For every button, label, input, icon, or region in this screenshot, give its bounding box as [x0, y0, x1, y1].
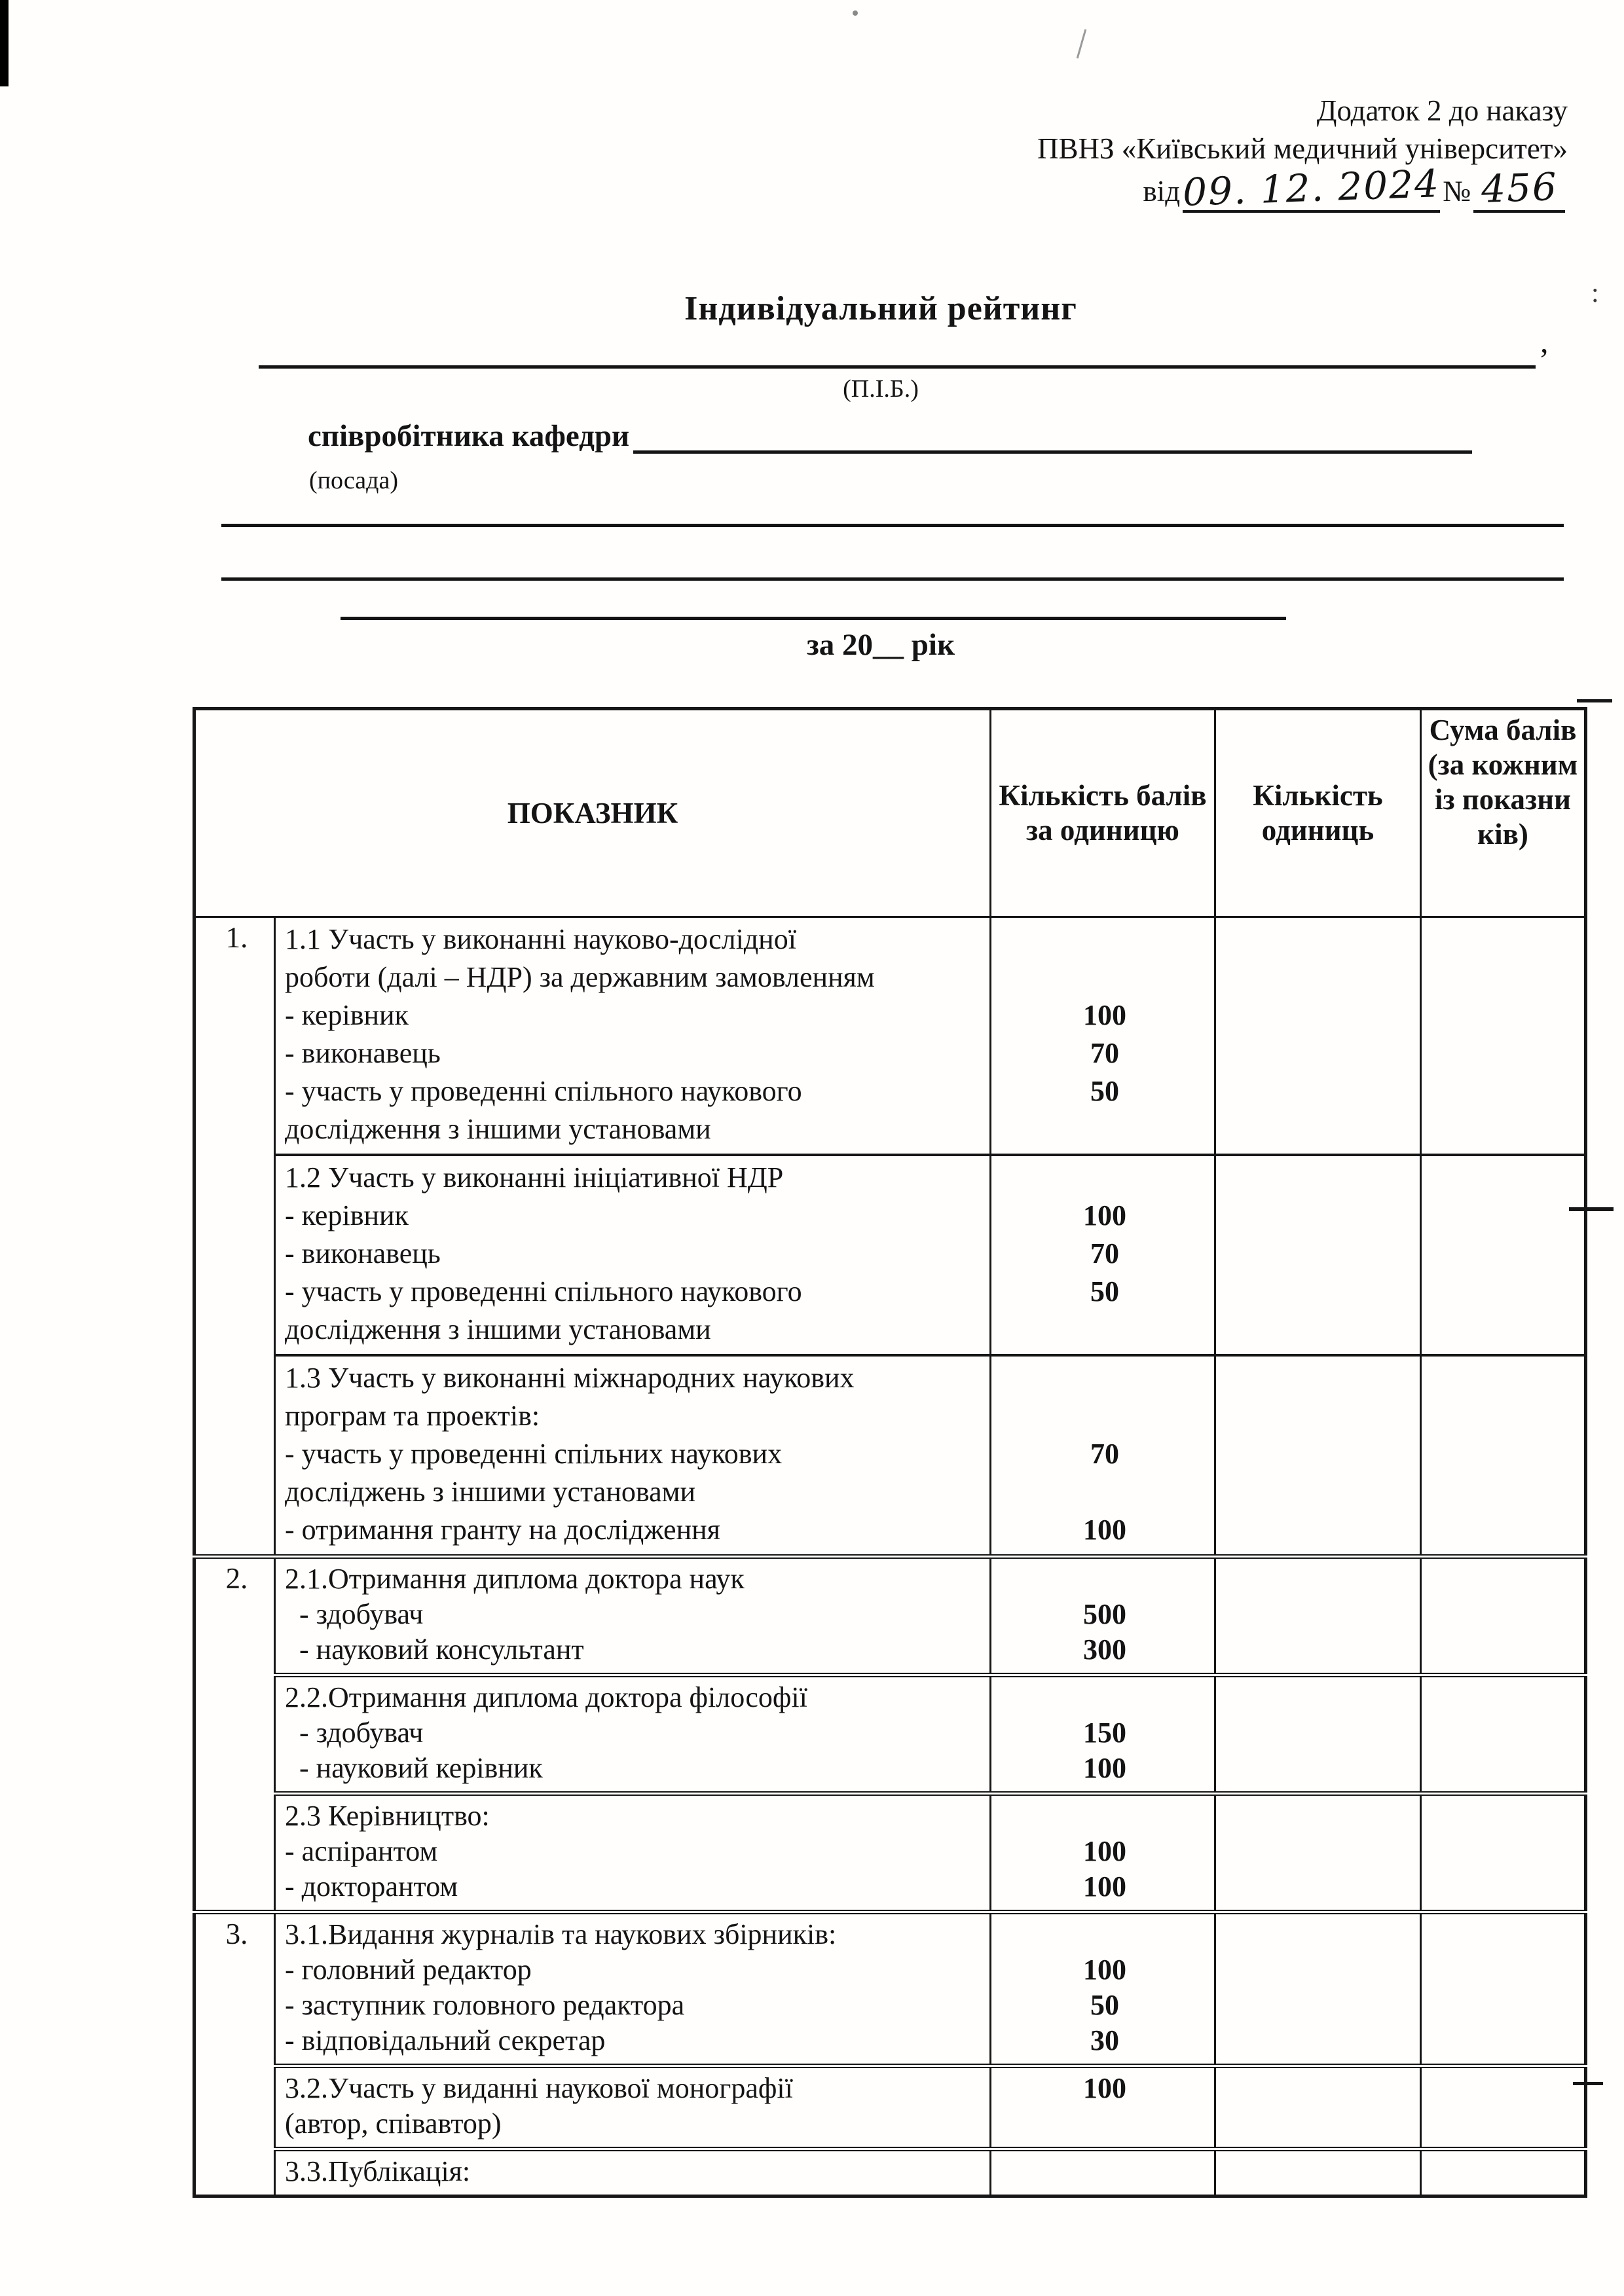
table-header-row — [194, 709, 1586, 917]
points-cell — [991, 2066, 1215, 2149]
points-value — [1001, 958, 1209, 996]
indicator-line: - науковий керівник — [285, 1752, 543, 1784]
appendix-line-2: ПВНЗ «Київський медичний університет» — [1037, 132, 1568, 165]
indicator-line: - виконавець — [285, 1237, 441, 1269]
order-date-underline — [1182, 161, 1441, 215]
order-number-sign: № — [1443, 175, 1471, 208]
name-caption: (П.І.Б.) — [843, 375, 919, 403]
scan-dash-artifact — [1577, 699, 1612, 702]
trailing-comma: , — [1540, 323, 1549, 359]
points-value: 50 — [1090, 1989, 1119, 2021]
indicator-line: - науковий консультант — [285, 1633, 584, 1666]
indicator-cell — [275, 917, 991, 1156]
sum-cell — [1421, 1557, 1586, 1675]
points-value: 500 — [1083, 1598, 1126, 1630]
table-row-2-3 — [194, 1794, 1586, 1912]
points-value — [1001, 2154, 1209, 2189]
sum-cell — [1421, 1912, 1586, 2066]
units-cell — [1215, 1794, 1421, 1912]
scan-slash-artifact — [1077, 29, 1087, 58]
units-cell — [1215, 917, 1421, 1156]
table-row-3-1 — [194, 1912, 1586, 2066]
points-cell — [991, 1355, 1215, 1557]
table-row-2-2 — [194, 1675, 1586, 1794]
points-value — [1001, 1397, 1209, 1435]
indicator-line: - участь у проведенні спільного наукового — [285, 1075, 802, 1107]
indicator-line: (автор, співавтор) — [285, 2107, 502, 2140]
blank-line — [341, 617, 1286, 620]
points-value — [1001, 2106, 1209, 2141]
indicator-line: - аспірантом — [285, 1835, 438, 1867]
position-caption: (посада) — [309, 467, 398, 494]
points-cell — [991, 2149, 1215, 2196]
points-cell — [991, 1912, 1215, 2066]
indicator-line: - відповідальний секретар — [285, 2024, 606, 2056]
points-value — [1001, 1917, 1209, 1952]
points-value: 100 — [1083, 2072, 1126, 2104]
indicator-line: 1.2 Участь у виконанні ініціативної НДР — [285, 1161, 784, 1194]
blank-line — [221, 577, 1564, 581]
staff-label: співробітника кафедри — [308, 419, 630, 453]
sum-cell — [1421, 2066, 1586, 2149]
points-cell — [991, 1155, 1215, 1355]
header-units-count: Кількість одиниць — [1215, 709, 1421, 917]
points-value: 100 — [1083, 1835, 1126, 1867]
indicator-line: 2.2.Отримання диплома доктора філософії — [285, 1681, 807, 1713]
indicator-line: - отримання гранту на дослідження — [285, 1514, 720, 1546]
units-cell — [1215, 1912, 1421, 2066]
points-cell — [991, 917, 1215, 1156]
rating-table — [193, 707, 1587, 2198]
points-value: 70 — [1090, 1237, 1119, 1269]
points-value: 70 — [1090, 1438, 1119, 1470]
header-sum: Сума балів (за кожним із показни ків) — [1421, 709, 1586, 917]
indicator-line: 3.3.Публікація: — [285, 2155, 471, 2187]
sum-cell — [1421, 1155, 1586, 1355]
table-row-1-1 — [194, 917, 1586, 1156]
scan-dot-artifact — [853, 10, 858, 16]
indicator-cell — [275, 1155, 991, 1355]
page-title: Індивідуальний рейтинг — [684, 290, 1077, 327]
table-row-3-2 — [194, 2066, 1586, 2149]
indicator-cell — [275, 2149, 991, 2196]
indicator-line: дослідження з іншими установами — [285, 1313, 711, 1345]
indicator-line: програм та проектів: — [285, 1400, 540, 1432]
scan-colon-artifact: : — [1591, 278, 1599, 308]
scan-edge-mark — [0, 0, 9, 86]
indicator-line: 1.1 Участь у виконанні науково-дослідної — [285, 923, 796, 955]
sum-cell — [1421, 917, 1586, 1156]
order-number-underline — [1473, 164, 1565, 213]
sum-cell — [1421, 1794, 1586, 1912]
indicator-line: дослідження з іншими установами — [285, 1113, 711, 1145]
points-value: 150 — [1083, 1717, 1126, 1749]
units-cell — [1215, 1355, 1421, 1557]
points-value — [1001, 1359, 1209, 1397]
handwritten-date: 09. 12. 2024 — [1182, 161, 1441, 215]
table-row-1-3 — [194, 1355, 1586, 1557]
points-value: 100 — [1083, 1870, 1126, 1903]
points-cell — [991, 1675, 1215, 1794]
section-number: 2. — [194, 1557, 275, 1912]
indicator-cell — [275, 1355, 991, 1557]
indicator-line: 3.2.Участь у виданні наукової монографії — [285, 2072, 793, 2104]
points-value — [1001, 1680, 1209, 1715]
points-value: 100 — [1083, 1514, 1126, 1546]
staff-blank-line — [633, 416, 1472, 454]
points-value — [1001, 920, 1209, 958]
staff-line — [308, 416, 1472, 454]
section-number: 1. — [194, 917, 275, 1557]
indicator-line: - участь у проведенні спільного наукового — [285, 1275, 802, 1307]
points-value: 300 — [1083, 1633, 1126, 1666]
indicator-cell — [275, 1794, 991, 1912]
units-cell — [1215, 1675, 1421, 1794]
points-value — [1001, 1159, 1209, 1197]
indicator-line: 2.1.Отримання диплома доктора наук — [285, 1563, 745, 1595]
indicator-line: 3.1.Видання журналів та наукових збірників: — [285, 1918, 837, 1950]
units-cell — [1215, 2149, 1421, 2196]
indicator-line: - здобувач — [285, 1598, 424, 1630]
indicator-line: 1.3 Участь у виконанні міжнародних наукових — [285, 1362, 855, 1394]
points-value: 100 — [1083, 1954, 1126, 1986]
name-blank-line — [259, 331, 1536, 369]
points-value — [1001, 1561, 1209, 1597]
handwritten-number: 456 — [1480, 164, 1559, 212]
indicator-cell — [275, 1912, 991, 2066]
indicator-line: - заступник головного редактора — [285, 1989, 685, 2021]
indicator-cell — [275, 1675, 991, 1794]
indicator-cell — [275, 2066, 991, 2149]
indicator-line: - керівник — [285, 1199, 409, 1231]
section-number: 3. — [194, 1912, 275, 2196]
indicator-line: - здобувач — [285, 1717, 424, 1749]
indicator-line: 2.3 Керівництво: — [285, 1800, 490, 1832]
units-cell — [1215, 1155, 1421, 1355]
appendix-header-block — [1037, 92, 1568, 213]
indicator-cell — [275, 1557, 991, 1675]
points-value — [1001, 1110, 1209, 1148]
points-cell — [991, 1557, 1215, 1675]
table-row-2-1 — [194, 1557, 1586, 1675]
points-value — [1001, 1311, 1209, 1349]
points-value: 50 — [1090, 1275, 1119, 1307]
points-value: 100 — [1083, 999, 1126, 1031]
sum-cell — [1421, 1675, 1586, 1794]
sum-cell — [1421, 1355, 1586, 1557]
indicator-line: - участь у проведенні спільних наукових — [285, 1438, 783, 1470]
table-row-3-3 — [194, 2149, 1586, 2196]
sum-cell — [1421, 2149, 1586, 2196]
blank-line — [221, 524, 1564, 527]
indicator-line: досліджень з іншими установами — [285, 1476, 695, 1508]
table-row-1-2 — [194, 1155, 1586, 1355]
units-cell — [1215, 1557, 1421, 1675]
points-value — [1001, 1798, 1209, 1834]
points-value: 50 — [1090, 1075, 1119, 1107]
year-label: за 20__ рік — [806, 628, 955, 662]
indicator-line: - виконавець — [285, 1037, 441, 1069]
header-indicator: ПОКАЗНИК — [194, 709, 991, 917]
units-cell — [1215, 2066, 1421, 2149]
indicator-line: - головний редактор — [285, 1954, 532, 1986]
order-date-line — [1037, 161, 1568, 215]
points-value: 100 — [1083, 1199, 1126, 1231]
indicator-line: роботи (далі – НДР) за державним замовленням — [285, 961, 875, 993]
points-value: 70 — [1090, 1037, 1119, 1069]
order-from-label: від — [1143, 175, 1181, 208]
points-value — [1001, 1473, 1209, 1511]
appendix-line-1: Додаток 2 до наказу — [1316, 94, 1568, 127]
header-points-per-unit: Кількість балів за одиницю — [991, 709, 1215, 917]
indicator-line: - керівник — [285, 999, 409, 1031]
points-cell — [991, 1794, 1215, 1912]
indicator-line: - докторантом — [285, 1870, 458, 1903]
points-value: 100 — [1083, 1752, 1126, 1784]
points-value: 30 — [1090, 2024, 1119, 2056]
